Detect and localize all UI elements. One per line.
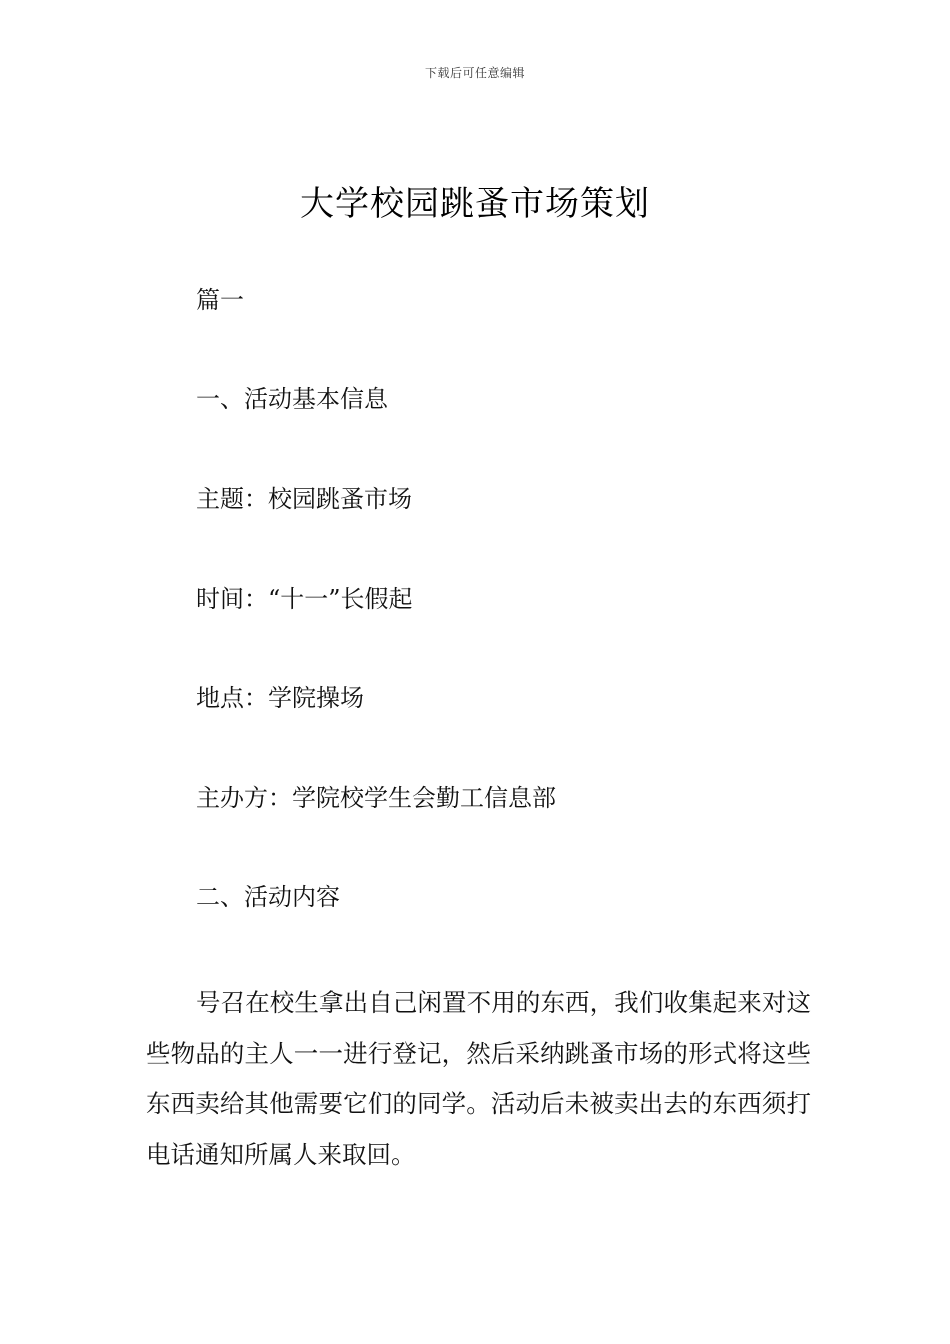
- section-heading-content: 二、活动内容: [196, 883, 340, 911]
- header-note: 下载后可任意编辑: [424, 66, 525, 80]
- place-line: 地点：学院操场: [196, 684, 364, 712]
- theme-line: 主题：校园跳蚤市场: [196, 485, 412, 513]
- content-paragraph: 号召在校生拿出自己闲置不用的东西，我们收集起来对这些物品的主人一一进行登记，然后采纳跳蚤市场的形式将这些东西卖给其他需要它们的同学。活动后未被卖出去的东西须打电话通知所属人来取回。: [146, 988, 811, 1169]
- section-heading-basic-info: 一、活动基本信息: [196, 385, 388, 413]
- organizer-line: 主办方：学院校学生会勤工信息部: [196, 784, 556, 812]
- document-title: 大学校园跳蚤市场策划: [300, 184, 650, 224]
- time-line: 时间：“十一”长假起: [196, 585, 413, 613]
- part-label: 篇一: [196, 286, 244, 314]
